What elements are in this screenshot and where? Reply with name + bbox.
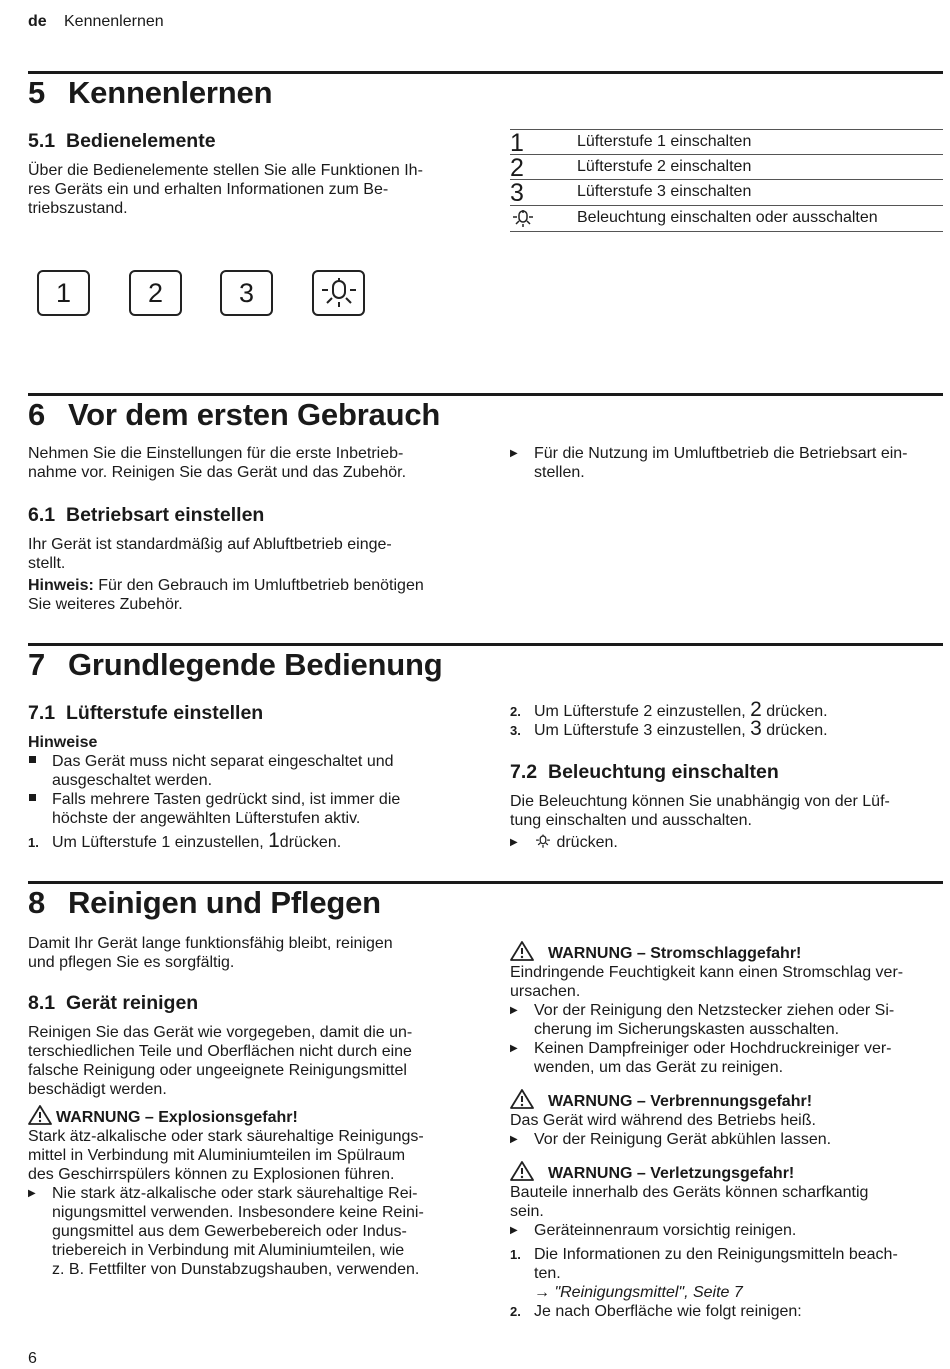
key-symbol: 1 xyxy=(510,129,524,157)
legend-row xyxy=(510,206,943,232)
section-8-1-text: Reinigen Sie das Gerät wie vorgegeben, damit die un- terschiedlichen Teile und Oberflächen nicht durch eine falsche Reinigung oder ungeeignete Reinigungsmittel beschädigt werden. WARNUNG – Explosionsgefahr! Stark ätz-alkalische oder stark säurehaltige Reinigungs- mittel in Verbindung mit Aluminiumteilen im Spülraum des Geschirrspülers können zu Explosionen führen. ▶ Nie stark ätz-alkalische oder stark säurehaltige Rei- nigungsmittel verwenden. Insbesondere keine Reini- gungsmittel aus dem Gewerbebereich oder Indus- triebereich in Verbindung mit Aluminiumteilen, wie z. B. Fettfilter von Dunstabzugshauben, verwenden. xyxy=(28,1023,473,1279)
section-rule xyxy=(28,881,943,884)
section-8-warnings-right: WARNUNG – Stromschlaggefahr! Eindringende Feuchtigkeit kann einen Stromschlag ver- ursachen. ▶ Vor der Reinigung den Netzstecker ziehen oder Si- cherung im Sicherungskasten ausschalten. ▶ Keinen Dampfreiniger oder Hochdruckreiniger ver- wenden, um das Gerät zu reinigen. WARNUNG – Verbrennungsgefahr! Das Gerät wird während des Betriebs heiß. ▶ Vor der Reinigung Gerät abkühlen lassen. WARNUNG – Verletzungsgefahr! Bauteile innerhalb des Geräts können scharfkantig sein. ▶ Geräteinnenraum vorsichtig reinigen. 1. Die Informationen zu den Reinigungsmitteln beach- ten. → "Reinigungsmittel", Seite 7 2. Je nach Oberfläche wie folgt reinigen: xyxy=(510,941,945,1321)
section-rule xyxy=(28,393,943,396)
section-8-intro: Damit Ihr Gerät lange funktionsfähig bleibt, reinigen und pflegen Sie es sorgfältig. xyxy=(28,935,393,971)
fan-level-3-button[interactable]: 3 xyxy=(220,270,273,316)
section-5-1-heading: 5.1 Bedienelemente xyxy=(28,130,216,152)
warning-triangle-icon xyxy=(28,1105,52,1125)
section-6-action: ▶ Für die Nutzung im Umluftbetrieb die Betriebsart ein- stellen. xyxy=(510,445,908,481)
legend-row xyxy=(510,180,943,206)
warning-shock-title: WARNUNG – Stromschlaggefahr! xyxy=(510,941,945,963)
section-7-1-heading: 7.1 Lüfterstufe einstellen xyxy=(28,702,264,724)
section-5-1-intro: Über die Bedienelemente stellen Sie alle Funktionen Ih- res Geräts ein und erhalten Informationen zum Be- triebszustand. xyxy=(28,162,423,217)
fan-level-1-button[interactable]: 1 xyxy=(37,270,90,316)
section-7-1-steps-continued: 2. Um Lüfterstufe 2 einzustellen, 2 drücken. 3. Um Lüfterstufe 3 einzustellen, 3 drücken. xyxy=(510,698,828,740)
square-bullet-icon xyxy=(28,752,52,771)
section-8-heading: 8 Reinigen und Pflegen xyxy=(28,885,381,920)
section-6-1-heading: 6.1 Betriebsart einstellen xyxy=(28,504,265,526)
action-bullet-icon: ▶ xyxy=(510,1225,518,1236)
warning-triangle-icon xyxy=(510,1161,534,1181)
warning-explosion-title: WARNUNG – Explosionsgefahr! xyxy=(28,1105,473,1127)
section-7-1-text: Hinweise Das Gerät muss nicht separat eingeschaltet und ausgeschaltet werden. Falls mehrere Tasten gedrückt sind, ist immer die höchste der angewählten Lüfterstufen aktiv. 1. Um Lüfterstufe 1 einzustellen, 1drücken. xyxy=(28,734,401,852)
warning-triangle-icon xyxy=(510,941,534,961)
light-icon xyxy=(319,276,359,310)
section-7-heading: 7 Grundlegende Bedienung xyxy=(28,647,443,682)
light-icon xyxy=(510,209,536,234)
controls-legend-table xyxy=(510,129,943,232)
legend-row xyxy=(510,155,943,181)
legend-row xyxy=(510,129,943,155)
section-6-1-text: Ihr Gerät ist standardmäßig auf Abluftbetrieb einge- stellt. Hinweis: Für den Gebrauch im Umluftbetrieb benötigen Sie weiteres Zubehör. xyxy=(28,536,424,613)
warning-injury-title: WARNUNG – Verletzungsgefahr! xyxy=(510,1161,945,1183)
action-bullet-icon: ▶ xyxy=(510,1005,518,1016)
action-bullet-icon: ▶ xyxy=(510,837,518,848)
language-code: de xyxy=(28,13,47,30)
section-7-2-text: Die Beleuchtung können Sie unabhängig von der Lüf- tung einschalten und ausschalten. ▶ drücken. xyxy=(510,793,890,851)
legend-text: Lüfterstufe 2 einschalten xyxy=(577,157,752,175)
warning-burn-title: WARNUNG – Verbrennungsgefahr! xyxy=(510,1089,945,1111)
key-symbol: 2 xyxy=(510,153,524,182)
section-6-heading: 6 Vor dem ersten Gebrauch xyxy=(28,397,441,432)
legend-text: Lüfterstufe 3 einschalten xyxy=(577,183,752,201)
action-bullet-icon: ▶ xyxy=(28,1188,36,1199)
square-bullet-icon xyxy=(28,790,52,809)
page-number: 6 xyxy=(28,1350,37,1367)
warning-triangle-icon xyxy=(510,1089,534,1109)
legend-text: Lüfterstufe 1 einschalten xyxy=(577,133,752,150)
key-symbol: 3 xyxy=(510,179,524,208)
section-8-1-heading: 8.1 Gerät reinigen xyxy=(28,992,199,1014)
section-rule xyxy=(28,71,943,74)
section-6-intro: Nehmen Sie die Einstellungen für die erste Inbetrieb- nahme vor. Reinigen Sie das Gerät und das Zubehör. xyxy=(28,445,407,481)
section-rule xyxy=(28,643,943,646)
light-icon xyxy=(534,834,552,851)
action-bullet-icon: ▶ xyxy=(510,1134,518,1145)
light-button[interactable] xyxy=(312,270,365,316)
action-bullet-icon: ▶ xyxy=(510,1043,518,1054)
action-bullet-icon: ▶ xyxy=(510,448,518,459)
section-7-2-heading: 7.2 Beleuchtung einschalten xyxy=(510,761,779,783)
running-header: Kennenlernen xyxy=(64,13,164,30)
section-5-heading: 5 Kennenlernen xyxy=(28,75,273,110)
legend-text: Beleuchtung einschalten oder ausschalten xyxy=(577,209,878,227)
fan-level-2-button[interactable]: 2 xyxy=(129,270,182,316)
cross-reference-link[interactable]: → "Reinigungsmittel", Seite 7 xyxy=(534,1284,743,1301)
